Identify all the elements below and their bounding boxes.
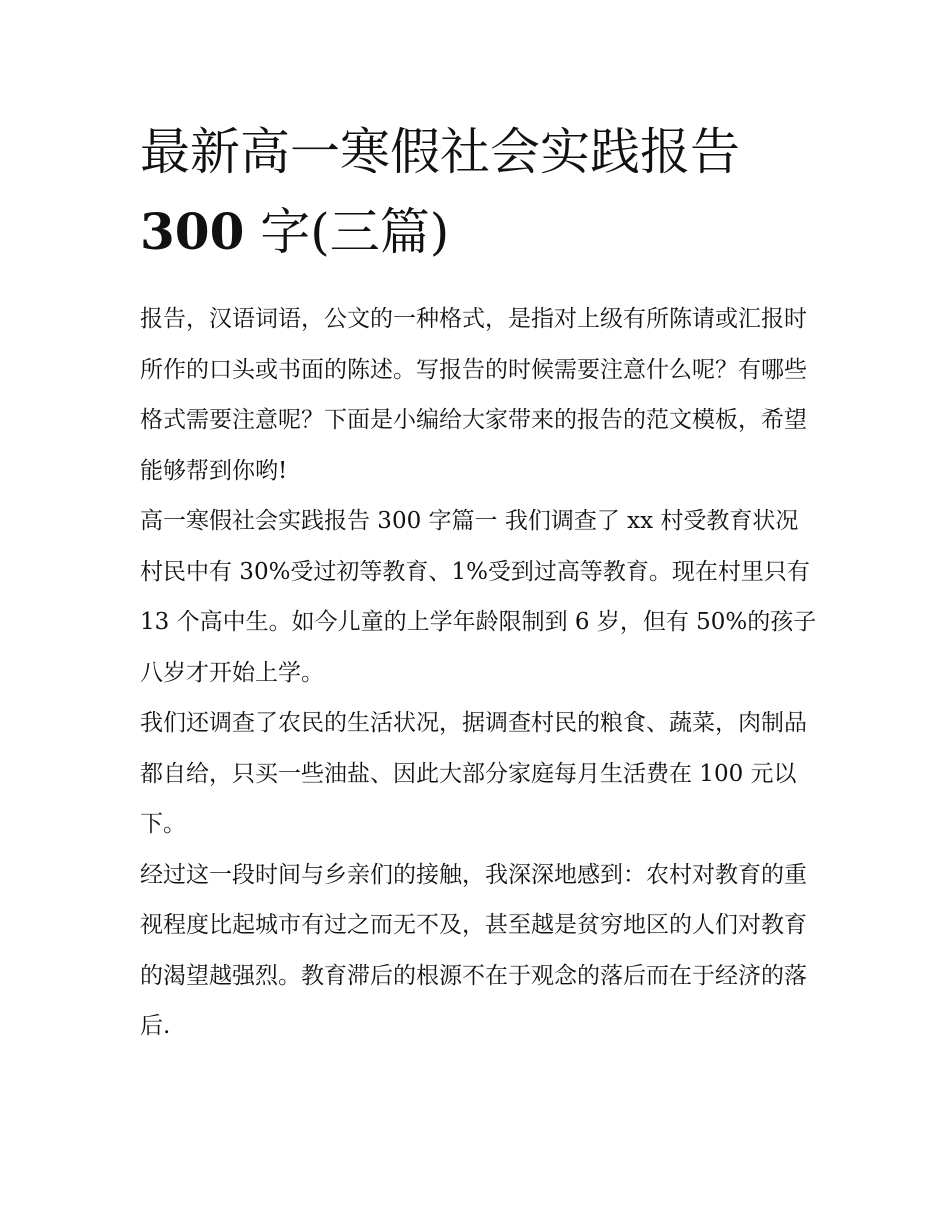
paragraph-conclusion: 经过这一段时间与乡亲们的接触，我深深地感到：农村对教育的重视程度比起城市有过之而无不及，甚至越是贫穷地区的人们对教育的渴望越强烈。教育滞后的根源不在于观念的落后而在于经济的落后. [140,861,807,1039]
paragraph-section-heading: 高一寒假社会实践报告 300 字篇一 我们调查了 xx 村受教育状况 [140,508,799,534]
title-number: 300 [140,202,245,261]
document-title [140,112,820,272]
paragraph-intro: 报告，汉语词语，公文的一种格式，是指对上级有所陈请或汇报时所作的口头或书面的陈述。写报告的时候需要注意什么呢？有哪些格式需要注意呢？下面是小编给大家带来的报告的范文模板，希望能够帮到你哟! [140,306,807,484]
paragraph-living: 我们还调查了农民的生活状况，据调查村民的粮食、蔬菜，肉制品都自给，只买一些油盐、因此大部分家庭每月生活费在 100 元以下。 [140,710,807,837]
title-line-1: 最新高一寒假社会实践报告 [140,123,740,181]
document-page [140,112,820,1052]
paragraph-education: 村民中有 30%受过初等教育、1%受到过高等教育。现在村里只有 13 个高中生。如今儿童的上学年龄限制到 6 岁，但有 50%的孩子八岁才开始上学。 [140,558,817,686]
title-line-2: 字(三篇) [244,203,450,261]
